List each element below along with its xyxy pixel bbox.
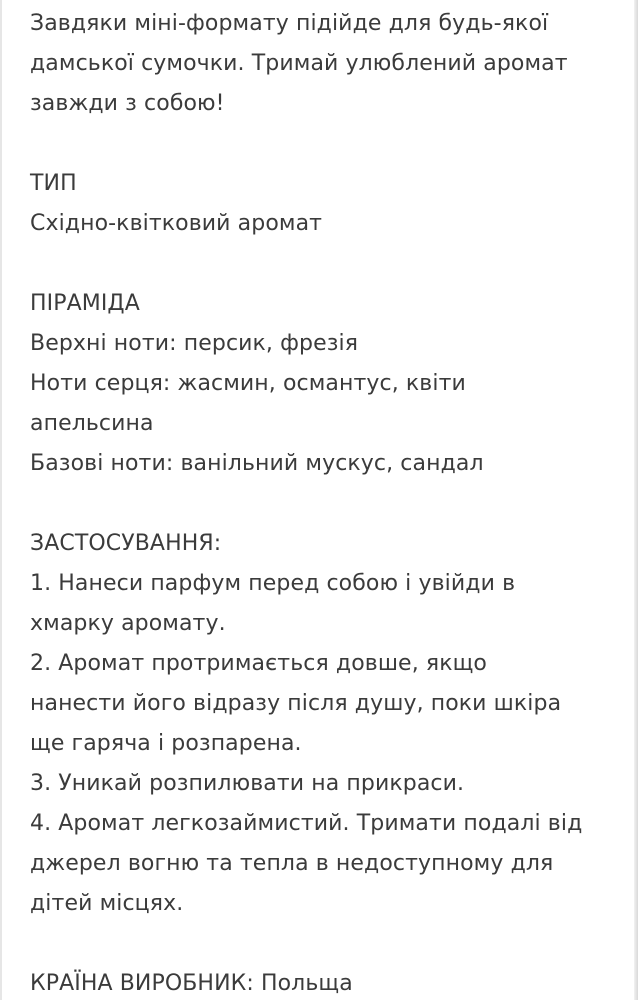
country-of-origin: КРАЇНА ВИРОБНИК: Польща [30,971,353,996]
usage-step-1-line-2: хмарку аромату. [30,611,226,636]
usage-step-2-line-3: ще гаряча і розпарена. [30,731,302,756]
base-notes: Базові ноти: ванільний мускус, сандал [30,451,484,476]
intro-line-3: завжди з собою! [30,91,225,116]
usage-step-4-line-2: джерел вогню та тепла в недоступному для [30,851,554,876]
spacer [30,484,620,524]
usage-step-2-line-1: 2. Аромат протримається довше, якщо [30,651,487,676]
type-heading: ТИП [30,171,77,196]
top-notes: Верхні ноти: персик, фрезія [30,331,359,356]
intro-line-2: дамської сумочки. Тримай улюблений аромат [30,51,568,76]
usage-step-3-line-1: 3. Уникай розпилювати на прикраси. [30,771,465,796]
spacer [30,124,620,164]
pyramid-heading: ПІРАМІДА [30,291,140,316]
spacer [30,244,620,284]
usage-step-2-line-2: нанести його відразу після душу, поки шкіра [30,691,562,716]
usage-step-4-line-3: дітей місцях. [30,891,184,916]
heart-notes-line-2: апельсина [30,411,154,436]
spacer [30,924,620,964]
usage-heading: ЗАСТОСУВАННЯ: [30,531,222,556]
usage-step-1-line-1: 1. Нанеси парфум перед собою і увійди в [30,571,516,596]
type-value: Східно-квітковий аромат [30,211,323,236]
heart-notes-line-1: Ноти серця: жасмин, османтус, квіти [30,371,466,396]
left-edge-divider [0,0,2,1000]
right-edge-shadow [634,0,638,1000]
description-text-block [30,4,620,1004]
usage-step-4-line-1: 4. Аромат легкозаймистий. Тримати подалі від [30,811,583,836]
intro-line-1: Завдяки міні-формату підійде для будь-якої [30,11,549,36]
